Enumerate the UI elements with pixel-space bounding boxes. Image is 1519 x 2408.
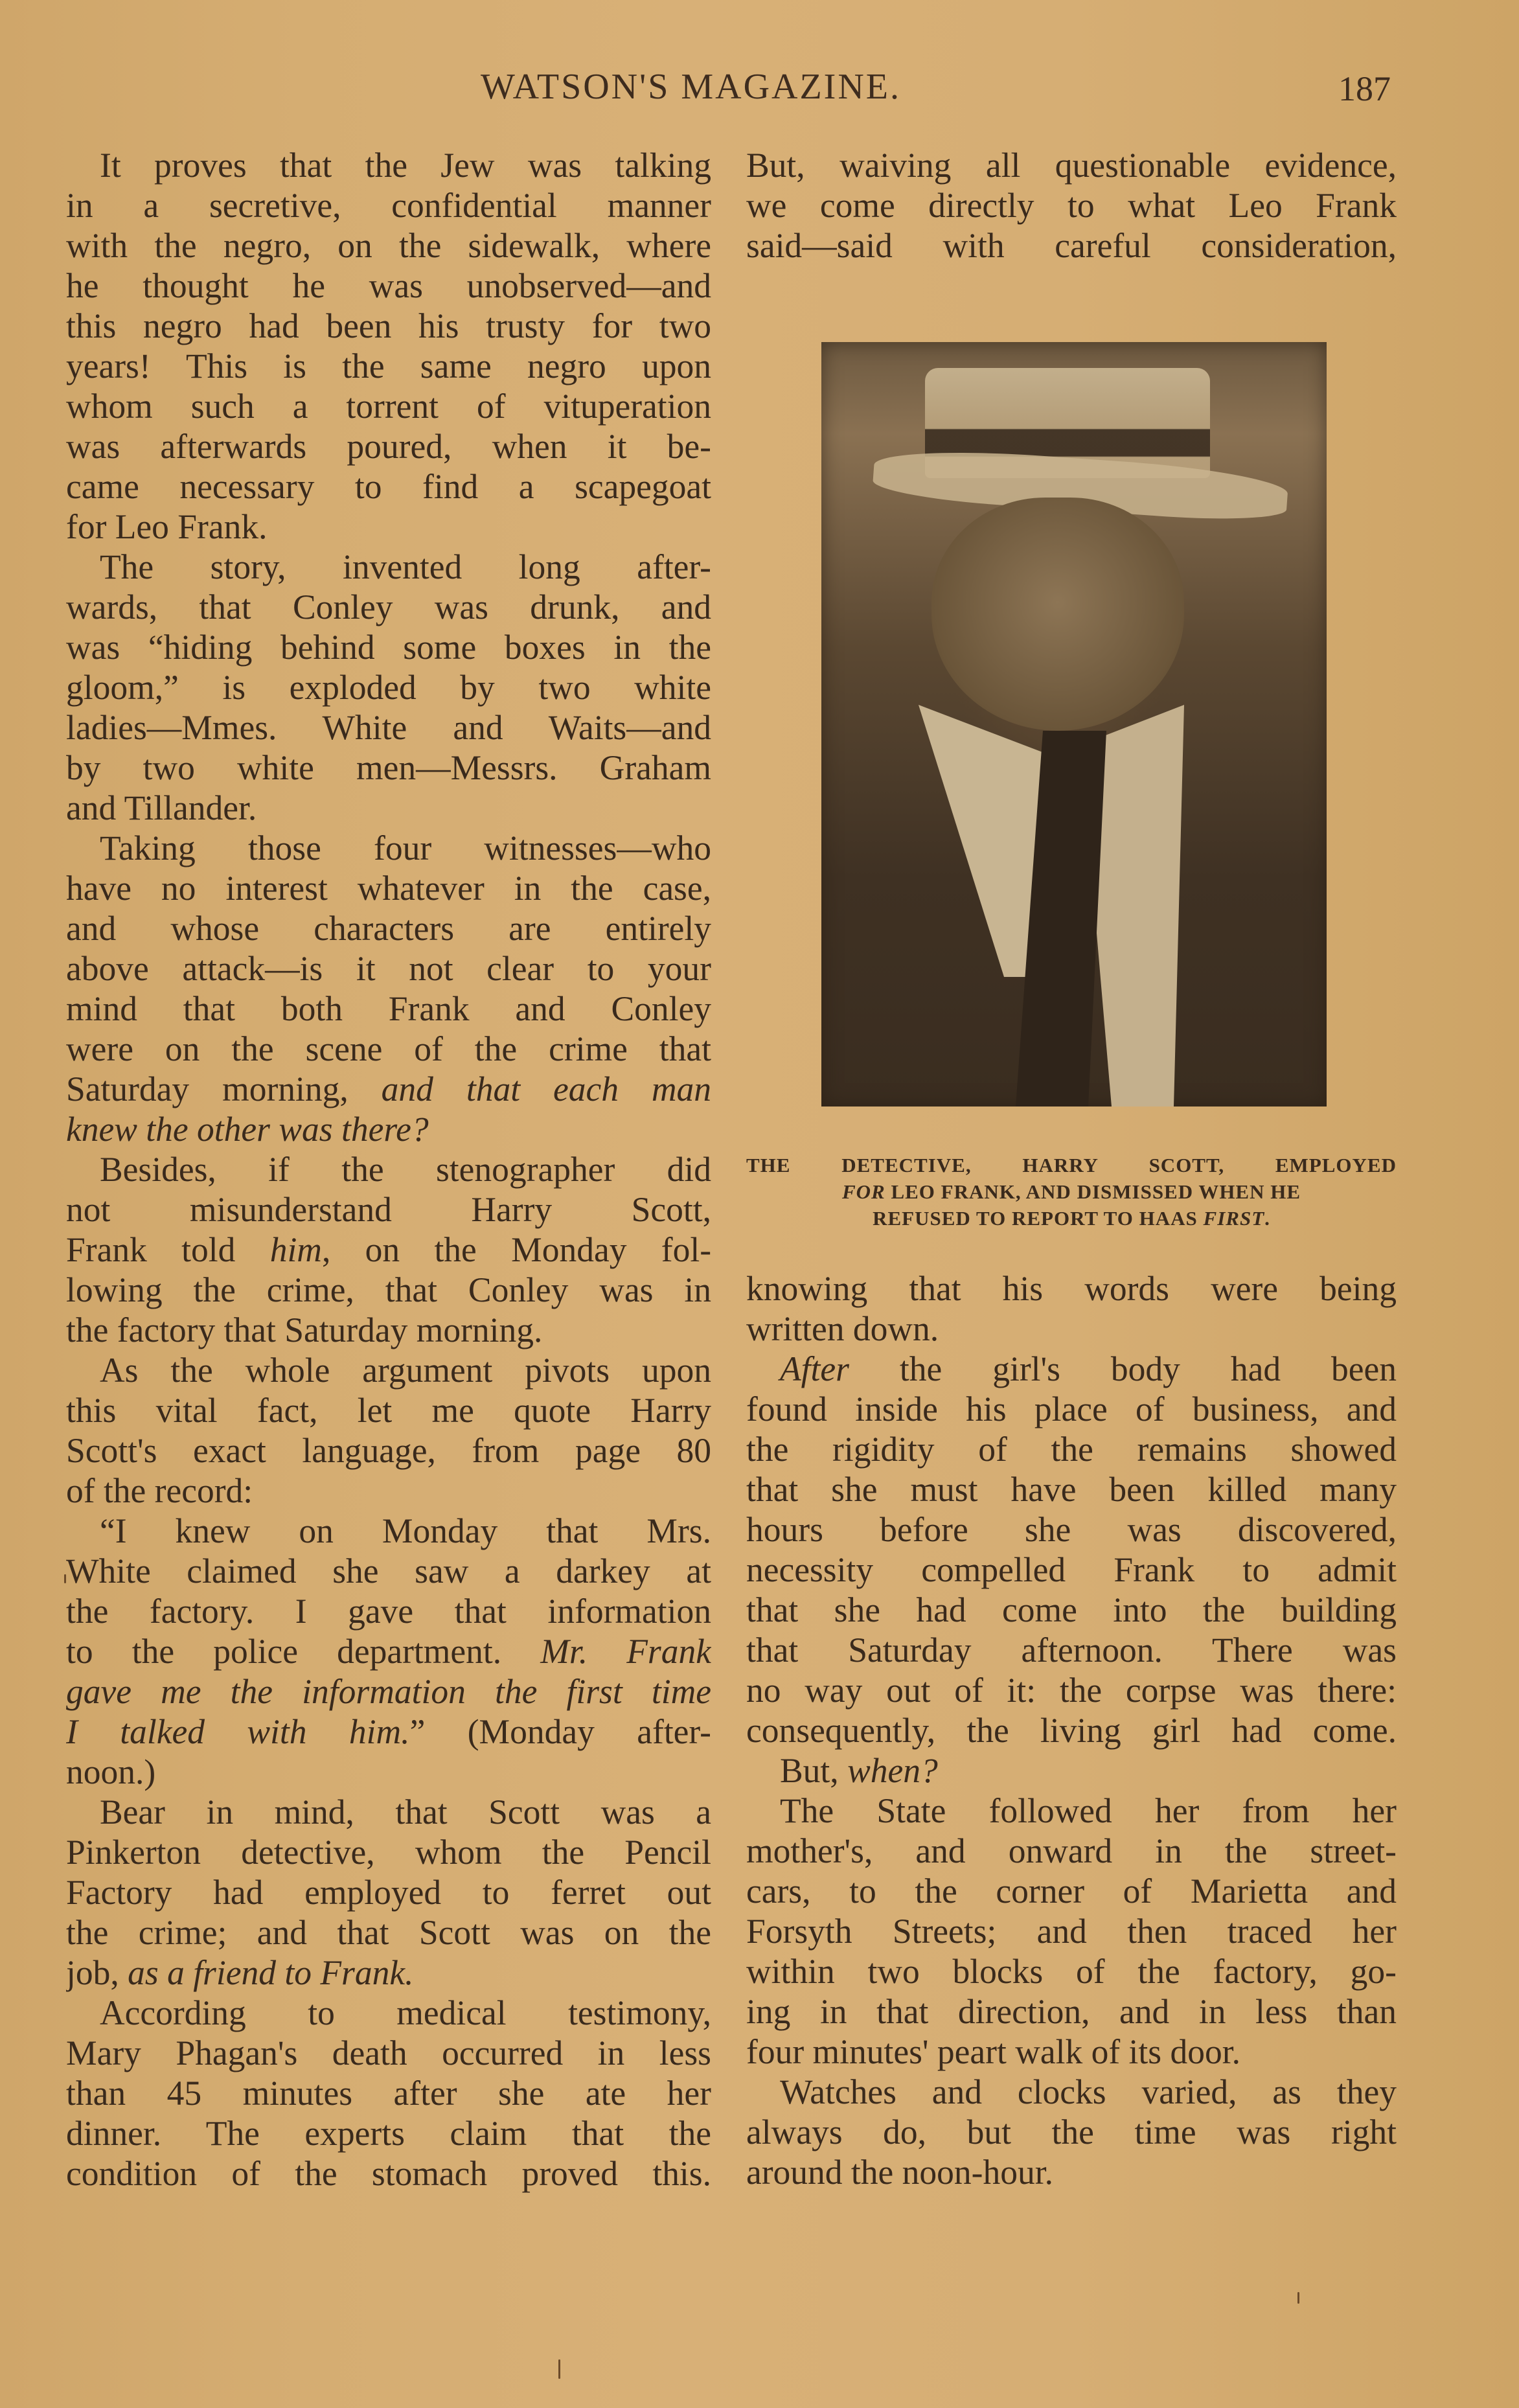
text-run: of the record: xyxy=(66,1471,253,1510)
text-line xyxy=(66,908,711,948)
text-run: Factory had employed to ferret out xyxy=(66,1873,711,1912)
text-run: to the police department. xyxy=(66,1632,541,1671)
italic-text: I talked with him. xyxy=(66,1712,410,1751)
text-line xyxy=(66,1390,711,1430)
italic-text: Mr. Frank xyxy=(540,1632,711,1671)
text-line xyxy=(746,1991,1397,2032)
text-run: , on the Monday fol- xyxy=(321,1230,711,1269)
text-run: But, waiving all questionable evidence, xyxy=(746,146,1397,185)
text-run: mother's, and onward in the street- xyxy=(746,1831,1397,1870)
text-run: within two blocks of the factory, go- xyxy=(746,1952,1397,1991)
text-line xyxy=(746,2072,1397,2112)
italic-text: After xyxy=(780,1349,849,1388)
left-column xyxy=(66,145,711,2194)
text-line xyxy=(66,1591,711,1631)
text-line xyxy=(66,466,711,507)
text-run: and whose characters are entirely xyxy=(66,909,711,948)
running-header xyxy=(0,60,1519,118)
text-run: was afterwards poured, when it be- xyxy=(66,427,711,466)
text-line xyxy=(746,1309,1397,1349)
print-speck xyxy=(64,1574,66,1583)
text-line xyxy=(66,1993,711,2033)
text-run: he thought he was unobserved—and xyxy=(66,266,711,305)
text-run: was “hiding behind some boxes in the xyxy=(66,628,711,667)
text-line xyxy=(66,1712,711,1752)
italic-text: FIRST xyxy=(1203,1207,1265,1230)
text-run: not misunderstand Harry Scott, xyxy=(66,1190,711,1229)
text-run: Besides, if the stenographer did xyxy=(100,1150,711,1189)
text-line xyxy=(746,1349,1397,1389)
text-run: the rigidity of the remains showed xyxy=(746,1430,1397,1469)
text-run: Saturday morning, xyxy=(66,1070,382,1108)
text-line xyxy=(66,1230,711,1270)
text-run: by two white men—Messrs. Graham xyxy=(66,748,711,787)
text-run: dinner. The experts claim that the xyxy=(66,2114,711,2153)
text-line xyxy=(66,748,711,788)
text-line xyxy=(66,989,711,1029)
italic-text: gave me the information the first time xyxy=(66,1672,711,1711)
text-line xyxy=(746,1951,1397,1991)
text-run: mind that both Frank and Conley xyxy=(66,989,711,1028)
page-number: 187 xyxy=(1338,69,1391,108)
text-line xyxy=(66,667,711,707)
text-line xyxy=(66,1109,711,1149)
text-run: were on the scene of the crime that xyxy=(66,1029,711,1068)
text-line xyxy=(66,1430,711,1471)
text-line xyxy=(66,386,711,426)
text-run: years! This is the same negro upon xyxy=(66,347,711,385)
text-run: noon.) xyxy=(66,1752,156,1791)
text-run: said—said with careful consideration, xyxy=(746,226,1397,265)
italic-text: him xyxy=(269,1230,322,1269)
text-line xyxy=(66,587,711,627)
text-run: for Leo Frank. xyxy=(66,507,268,546)
text-line xyxy=(66,1511,711,1551)
text-run: four minutes' peart walk of its door. xyxy=(746,2032,1240,2071)
text-line xyxy=(66,2073,711,2113)
text-run: Taking those four witnesses—who xyxy=(100,829,711,867)
text-run: job, xyxy=(66,1953,128,1992)
italic-text: and that each man xyxy=(381,1070,711,1108)
text-line xyxy=(746,185,1397,225)
text-line xyxy=(746,1871,1397,1911)
text-run: this negro had been his trusty for two xyxy=(66,306,711,345)
text-line xyxy=(746,145,1397,185)
text-run: around the noon-hour. xyxy=(746,2153,1053,2192)
text-line xyxy=(746,1670,1397,1710)
text-line xyxy=(66,788,711,828)
text-line xyxy=(66,507,711,547)
text-run: White claimed she saw a darkey at xyxy=(66,1552,711,1590)
text-line xyxy=(66,627,711,667)
text-run: Frank told xyxy=(66,1230,270,1269)
text-line xyxy=(66,1631,711,1671)
text-run: condition of the stomach proved this. xyxy=(66,2154,711,2193)
text-line xyxy=(66,1471,711,1511)
running-title: WATSON'S MAGAZINE. xyxy=(481,67,901,107)
text-line xyxy=(66,1912,711,1953)
right-column-bottom xyxy=(746,1268,1397,2192)
text-line xyxy=(66,1310,711,1350)
text-run: in a secretive, confidential manner xyxy=(66,186,711,225)
text-line xyxy=(66,1752,711,1792)
text-run: Forsyth Streets; and then traced her xyxy=(746,1912,1397,1951)
text-run: ing in that direction, and in less than xyxy=(746,1992,1397,2031)
text-run: we come directly to what Leo Frank xyxy=(746,186,1397,225)
text-line xyxy=(746,225,1397,266)
text-run: Mary Phagan's death occurred in less xyxy=(66,2034,711,2072)
text-line xyxy=(66,1029,711,1069)
text-run: that she had come into the building xyxy=(746,1590,1397,1629)
text-line xyxy=(66,145,711,185)
text-line xyxy=(66,225,711,266)
text-line xyxy=(746,2152,1397,2192)
text-run: hours before she was discovered, xyxy=(746,1510,1397,1549)
italic-text: FOR xyxy=(841,1180,885,1203)
text-run: found inside his place of business, and xyxy=(746,1390,1397,1428)
text-run: REFUSED TO REPORT TO HAAS xyxy=(873,1207,1204,1230)
italic-text: when? xyxy=(847,1751,938,1790)
text-run: Bear in mind, that Scott was a xyxy=(100,1793,711,1831)
text-line xyxy=(746,1509,1397,1550)
text-run: and Tillander. xyxy=(66,788,257,827)
text-run: than 45 minutes after she ate her xyxy=(66,2074,711,2113)
text-run: wards, that Conley was drunk, and xyxy=(66,588,711,626)
caption-line xyxy=(746,1178,1397,1205)
right-column-top xyxy=(746,145,1397,266)
text-run: above attack—is it not clear to your xyxy=(66,949,711,988)
text-line xyxy=(746,1429,1397,1469)
text-line xyxy=(66,1189,711,1230)
text-line xyxy=(746,2112,1397,2152)
text-line xyxy=(66,948,711,989)
text-line xyxy=(746,1550,1397,1590)
text-line xyxy=(66,1270,711,1310)
text-run: lowing the crime, that Conley was in xyxy=(66,1270,711,1309)
text-line xyxy=(746,2032,1397,2072)
text-line xyxy=(66,1872,711,1912)
face xyxy=(931,498,1184,731)
text-line xyxy=(66,1069,711,1109)
text-line xyxy=(746,1389,1397,1429)
text-line xyxy=(746,1469,1397,1509)
text-run: ” (Monday after- xyxy=(409,1712,711,1751)
text-run: that Saturday afternoon. There was xyxy=(746,1631,1397,1669)
text-run: As the whole argument pivots upon xyxy=(100,1351,711,1390)
text-run: the factory. I gave that information xyxy=(66,1592,711,1631)
text-line xyxy=(746,1831,1397,1871)
text-run: ladies—Mmes. White and Waits—and xyxy=(66,708,711,747)
text-line xyxy=(66,2033,711,2073)
text-run: But, xyxy=(780,1751,848,1790)
text-line xyxy=(66,828,711,868)
text-run: whom such a torrent of vituperation xyxy=(66,387,711,426)
text-line xyxy=(66,2153,711,2194)
text-run: According to medical testimony, xyxy=(100,1993,711,2032)
text-line xyxy=(66,306,711,346)
text-line xyxy=(66,1350,711,1390)
text-run: Scott's exact language, from page 80 xyxy=(66,1431,711,1470)
text-run: always do, but the time was right xyxy=(746,2113,1397,2151)
text-run: It proves that the Jew was talking xyxy=(100,146,711,185)
text-run: the crime; and that Scott was on the xyxy=(66,1913,711,1952)
print-speck xyxy=(1297,2292,1299,2304)
text-line xyxy=(746,1911,1397,1951)
text-line xyxy=(66,266,711,306)
text-line xyxy=(746,1791,1397,1831)
text-run: came necessary to find a scapegoat xyxy=(66,467,711,506)
photo-caption xyxy=(746,1152,1397,1232)
text-run: The State followed her from her xyxy=(780,1791,1397,1830)
text-line xyxy=(66,707,711,748)
text-run: have no interest whatever in the case, xyxy=(66,869,711,908)
text-line xyxy=(746,1710,1397,1750)
portrait-photo-harry-scott xyxy=(821,342,1327,1107)
text-line xyxy=(66,1832,711,1872)
text-run: the factory that Saturday morning. xyxy=(66,1311,543,1349)
text-run: . xyxy=(1264,1207,1270,1230)
text-line xyxy=(746,1268,1397,1309)
text-line xyxy=(746,1630,1397,1670)
text-run: The story, invented long after- xyxy=(100,547,711,586)
text-line xyxy=(66,1953,711,1993)
text-run: gloom,” is exploded by two white xyxy=(66,668,711,707)
text-run: necessity compelled Frank to admit xyxy=(746,1550,1397,1589)
text-line xyxy=(66,426,711,466)
italic-text: as a friend to Frank. xyxy=(128,1953,414,1992)
text-run: no way out of it: the corpse was there: xyxy=(746,1671,1397,1710)
text-line xyxy=(66,547,711,587)
text-run: the girl's body had been xyxy=(849,1349,1397,1388)
text-line xyxy=(746,1750,1397,1791)
text-line xyxy=(66,868,711,908)
text-line xyxy=(66,2113,711,2153)
text-line xyxy=(66,1551,711,1591)
text-run: Watches and clocks varied, as they xyxy=(780,2072,1397,2111)
text-run: cars, to the corner of Marietta and xyxy=(746,1872,1397,1910)
italic-text: knew the other was there? xyxy=(66,1110,429,1149)
text-run: “I knew on Monday that Mrs. xyxy=(100,1511,711,1550)
caption-line xyxy=(746,1152,1397,1178)
text-run: this vital fact, let me quote Harry xyxy=(66,1391,711,1430)
text-line xyxy=(66,1671,711,1712)
text-run: written down. xyxy=(746,1309,939,1348)
text-run: knowing that his words were being xyxy=(746,1269,1397,1308)
text-run: LEO FRANK, AND DISMISSED WHEN HE xyxy=(885,1180,1301,1203)
caption-line xyxy=(746,1205,1397,1232)
text-line xyxy=(66,346,711,386)
text-line xyxy=(66,1792,711,1832)
text-line xyxy=(66,1149,711,1189)
text-run: with the negro, on the sidewalk, where xyxy=(66,226,711,265)
text-run: consequently, the living girl had come. xyxy=(746,1711,1397,1750)
text-run: THE DETECTIVE, HARRY SCOTT, EMPLOYED xyxy=(746,1154,1397,1176)
print-speck xyxy=(558,2359,560,2379)
text-line xyxy=(66,185,711,225)
text-line xyxy=(746,1590,1397,1630)
text-run: Pinkerton detective, whom the Pencil xyxy=(66,1833,711,1872)
text-run: that she must have been killed many xyxy=(746,1470,1397,1509)
